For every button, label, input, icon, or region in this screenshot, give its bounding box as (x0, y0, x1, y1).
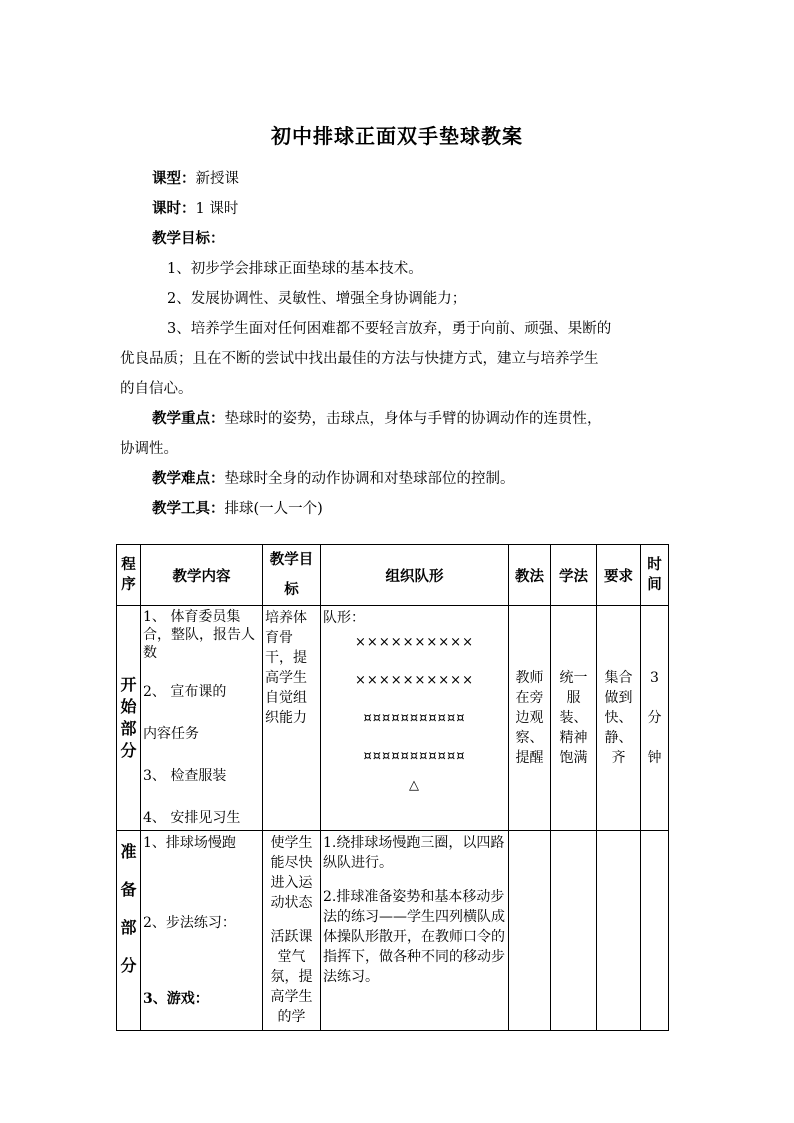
start-content-5: 4、 安排见习生 (143, 810, 241, 826)
teacher-position-symbol: △ (409, 778, 420, 793)
start-time-number: 3 (650, 670, 659, 686)
start-method-cell (509, 606, 551, 831)
formation-row-4: ¤¤¤¤¤¤¤¤¤¤¤ (363, 749, 466, 764)
start-formation-cell (321, 606, 509, 831)
goal-2: 2、发展协调性、灵敏性、增强全身协调能力； (167, 291, 467, 307)
teaching-tools (152, 494, 712, 524)
start-method: 教师在旁边观察、提醒 (515, 670, 544, 766)
table-header-row (117, 545, 669, 606)
prep-study-cell (551, 831, 597, 1031)
table-row-prep (117, 831, 669, 1031)
section-start-label: 开始部分 (117, 606, 141, 831)
lesson-hours (152, 194, 712, 224)
prep-formation-2: 2.排球准备姿势和基本移动步法的练习——学生四列横队成体操队形散开，在教师口令的指挥下，做各种不同的移动步法练习。 (323, 889, 505, 985)
goal-3-line-3: 的自信心。 (120, 381, 193, 397)
lesson-type (152, 164, 712, 194)
start-time-cell (641, 606, 669, 831)
difficulty (152, 464, 712, 494)
key-points-value: 垫球时的姿势，击球点，身体与手臂的协调动作的连贯性， (224, 411, 602, 427)
start-goal-cell (263, 606, 321, 831)
formation-label: 队形： (323, 610, 365, 626)
start-require: 集合做到快、静、齐 (604, 670, 633, 766)
start-content-1: 1、 体育委员集合，整队，报告人数 (143, 609, 255, 661)
prep-time-cell (641, 831, 669, 1031)
start-content-4: 3、 检查服装 (143, 768, 227, 784)
header-goal: 教学目标 (263, 545, 321, 606)
prep-content-1: 1、排球场慢跑 (143, 835, 236, 851)
start-study-cell (551, 606, 597, 831)
teaching-tools-label: 教学工具： (152, 500, 225, 517)
key-points-label: 教学重点： (152, 410, 225, 427)
prep-goal-cell (263, 831, 321, 1031)
start-study: 统一服装、精神饱满 (559, 670, 588, 766)
section-prep-label: 准备部分 (117, 831, 141, 1031)
prep-require-cell (597, 831, 641, 1031)
prep-content-3: 3、游戏： (143, 991, 209, 1007)
start-content-3: 内容任务 (143, 726, 199, 742)
header-require: 要求 (597, 545, 641, 606)
start-time-unit-1: 分 (647, 710, 662, 726)
formation-row-3: ¤¤¤¤¤¤¤¤¤¤¤ (363, 711, 466, 726)
goals-label: 教学目标： (152, 230, 225, 247)
lesson-type-value: 新授课 (195, 171, 239, 187)
goal-3-line-1: 3、培养学生面对任何困难都不要轻言放弃，勇于向前、顽强、果断的 (167, 321, 612, 337)
lesson-type-label: 课型： (152, 170, 196, 187)
start-goal: 培养体育骨干，提高学生自觉组织能力 (265, 610, 307, 726)
prep-goal-2: 活跃课堂气氛，提高学生的学 (270, 929, 313, 1025)
start-require-cell (597, 606, 641, 831)
goal-3-line-2: 优良品质；且在不断的尝试中找出最佳的方法与快捷方式，建立与培养学生 (120, 351, 599, 367)
header-content: 教学内容 (141, 545, 263, 606)
start-content-2: 2、 宣布课的 (143, 684, 227, 700)
prep-content-2: 2、步法练习： (143, 915, 236, 931)
header-study: 学法 (551, 545, 597, 606)
header-method: 教法 (509, 545, 551, 606)
prep-formation-cell (321, 831, 509, 1031)
lesson-hours-value: 1 课时 (195, 201, 239, 217)
formation-row-1: ×××××××××× (355, 635, 474, 650)
lesson-hours-label: 课时： (152, 200, 196, 217)
prep-method-cell (509, 831, 551, 1031)
key-points (152, 404, 712, 434)
header-formation: 组织队形 (321, 545, 509, 606)
goal-1: 1、初步学会排球正面垫球的基本技术。 (167, 261, 423, 277)
difficulty-label: 教学难点： (152, 470, 225, 487)
document-title: 初中排球正面双手垫球教案 (271, 124, 523, 148)
difficulty-value: 垫球时全身的动作协调和对垫球部位的控制。 (224, 471, 515, 487)
start-time-unit-2: 钟 (647, 750, 662, 766)
prep-formation-1: 1.绕排球场慢跑三圈，以四路纵队进行。 (323, 835, 505, 871)
lesson-plan-table (116, 544, 669, 1031)
key-points-continued: 协调性。 (120, 441, 178, 457)
header-time: 时间 (641, 545, 669, 606)
table-row-start (117, 606, 669, 831)
prep-content-cell (141, 831, 263, 1031)
header-order: 程序 (117, 545, 141, 606)
teaching-tools-value: 排球(一人一个) (224, 501, 323, 517)
prep-goal-1: 使学生能尽快进入运动状态 (270, 835, 313, 911)
start-content-cell (141, 606, 263, 831)
formation-row-2: ×××××××××× (355, 673, 474, 688)
